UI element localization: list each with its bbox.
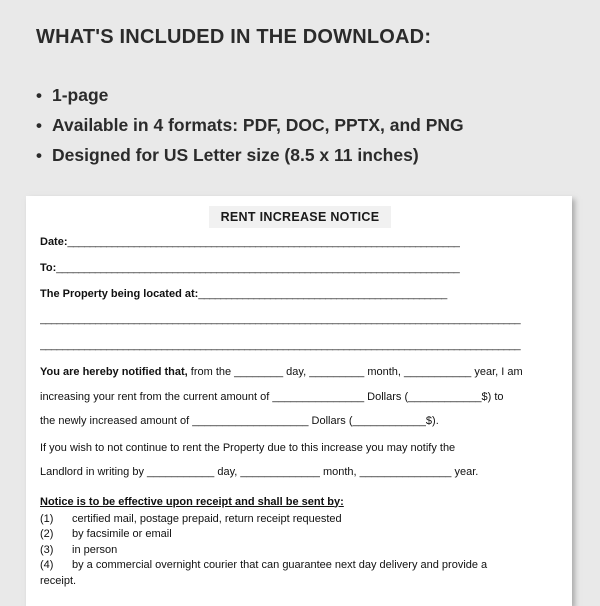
document-preview xyxy=(26,196,572,606)
document-title: RENT INCREASE NOTICE xyxy=(209,206,392,228)
document-content xyxy=(40,196,560,606)
paragraph-rent-increase-line1-rest: from the ________ day, _________ month, ___________ year, I am xyxy=(187,366,523,378)
field-to-label: To: xyxy=(40,262,57,274)
list-item xyxy=(40,543,560,559)
list-item-text: by facsimile or email xyxy=(72,528,172,540)
field-to xyxy=(40,256,560,280)
promo-item-label: Designed for US Letter size (8.5 x 11 inches) xyxy=(52,145,419,165)
list-item xyxy=(40,527,560,543)
list-item-continuation: receipt. xyxy=(40,574,77,587)
list-item-text: by a commercial overnight courier that can guarantee next day delivery and provide a xyxy=(72,559,488,571)
field-property-address-line2: _______________________________________________________________________________________ xyxy=(40,313,521,325)
delivery-methods-list xyxy=(40,512,560,590)
field-property-address-line3: _______________________________________________________________________________________ xyxy=(40,339,521,351)
paragraph-rent-increase-line2: increasing your rent from the current amount of _______________ Dollars (____________$) to xyxy=(40,390,504,403)
list-item-text: certified mail, postage prepaid, return receipt requested xyxy=(72,512,342,525)
field-date xyxy=(40,230,560,254)
bullet-icon: • xyxy=(36,86,42,105)
field-property-address-fill: _____________________________________________ xyxy=(198,288,447,300)
promo-item-label: 1-page xyxy=(52,85,109,105)
bullet-icon: • xyxy=(36,116,42,135)
paragraph-rent-increase-line1 xyxy=(40,360,560,385)
promo-heading: WHAT'S INCLUDED IN THE DOWNLOAD: xyxy=(36,26,432,48)
list-item xyxy=(40,558,560,574)
list-item-marker: (1) xyxy=(40,512,54,525)
list-item-text: in person xyxy=(72,543,118,556)
document-title-row xyxy=(40,196,560,228)
field-property-address xyxy=(40,282,560,306)
promo-feature-list xyxy=(36,82,586,172)
list-item-marker: (3) xyxy=(40,543,54,556)
list-item-marker: (2) xyxy=(40,528,54,540)
list-item-marker: (4) xyxy=(40,559,54,571)
paragraph-tenant-option-line2: Landlord in writing by ___________ day, _____________ month, _______________ year. xyxy=(40,466,479,478)
list-item xyxy=(36,142,586,169)
paragraph-lead-bold: You are hereby notified that, xyxy=(40,366,188,378)
paragraph-rent-increase-line3: the newly increased amount of ___________________ Dollars (____________$). xyxy=(40,415,439,427)
field-date-fill: _______________________________________________________________________ xyxy=(67,236,460,248)
field-date-label: Date: xyxy=(40,236,68,248)
list-item xyxy=(40,512,560,528)
bullet-icon: • xyxy=(36,146,42,165)
list-item xyxy=(36,82,586,109)
field-property-address-label: The Property being located at: xyxy=(40,288,199,300)
promo-item-label: Available in 4 formats: PDF, DOC, PPTX, and PNG xyxy=(52,115,464,135)
paragraph-rent-increase xyxy=(40,360,560,434)
paragraph-tenant-option-line1: If you wish to not continue to rent the Property due to this increase you may notify the xyxy=(40,441,456,454)
field-to-fill: _________________________________________________________________________ xyxy=(56,262,460,274)
list-item xyxy=(36,112,586,139)
paragraph-tenant-option xyxy=(40,436,560,485)
delivery-methods-heading: Notice is to be effective upon receipt and shall be sent by: xyxy=(40,495,344,508)
